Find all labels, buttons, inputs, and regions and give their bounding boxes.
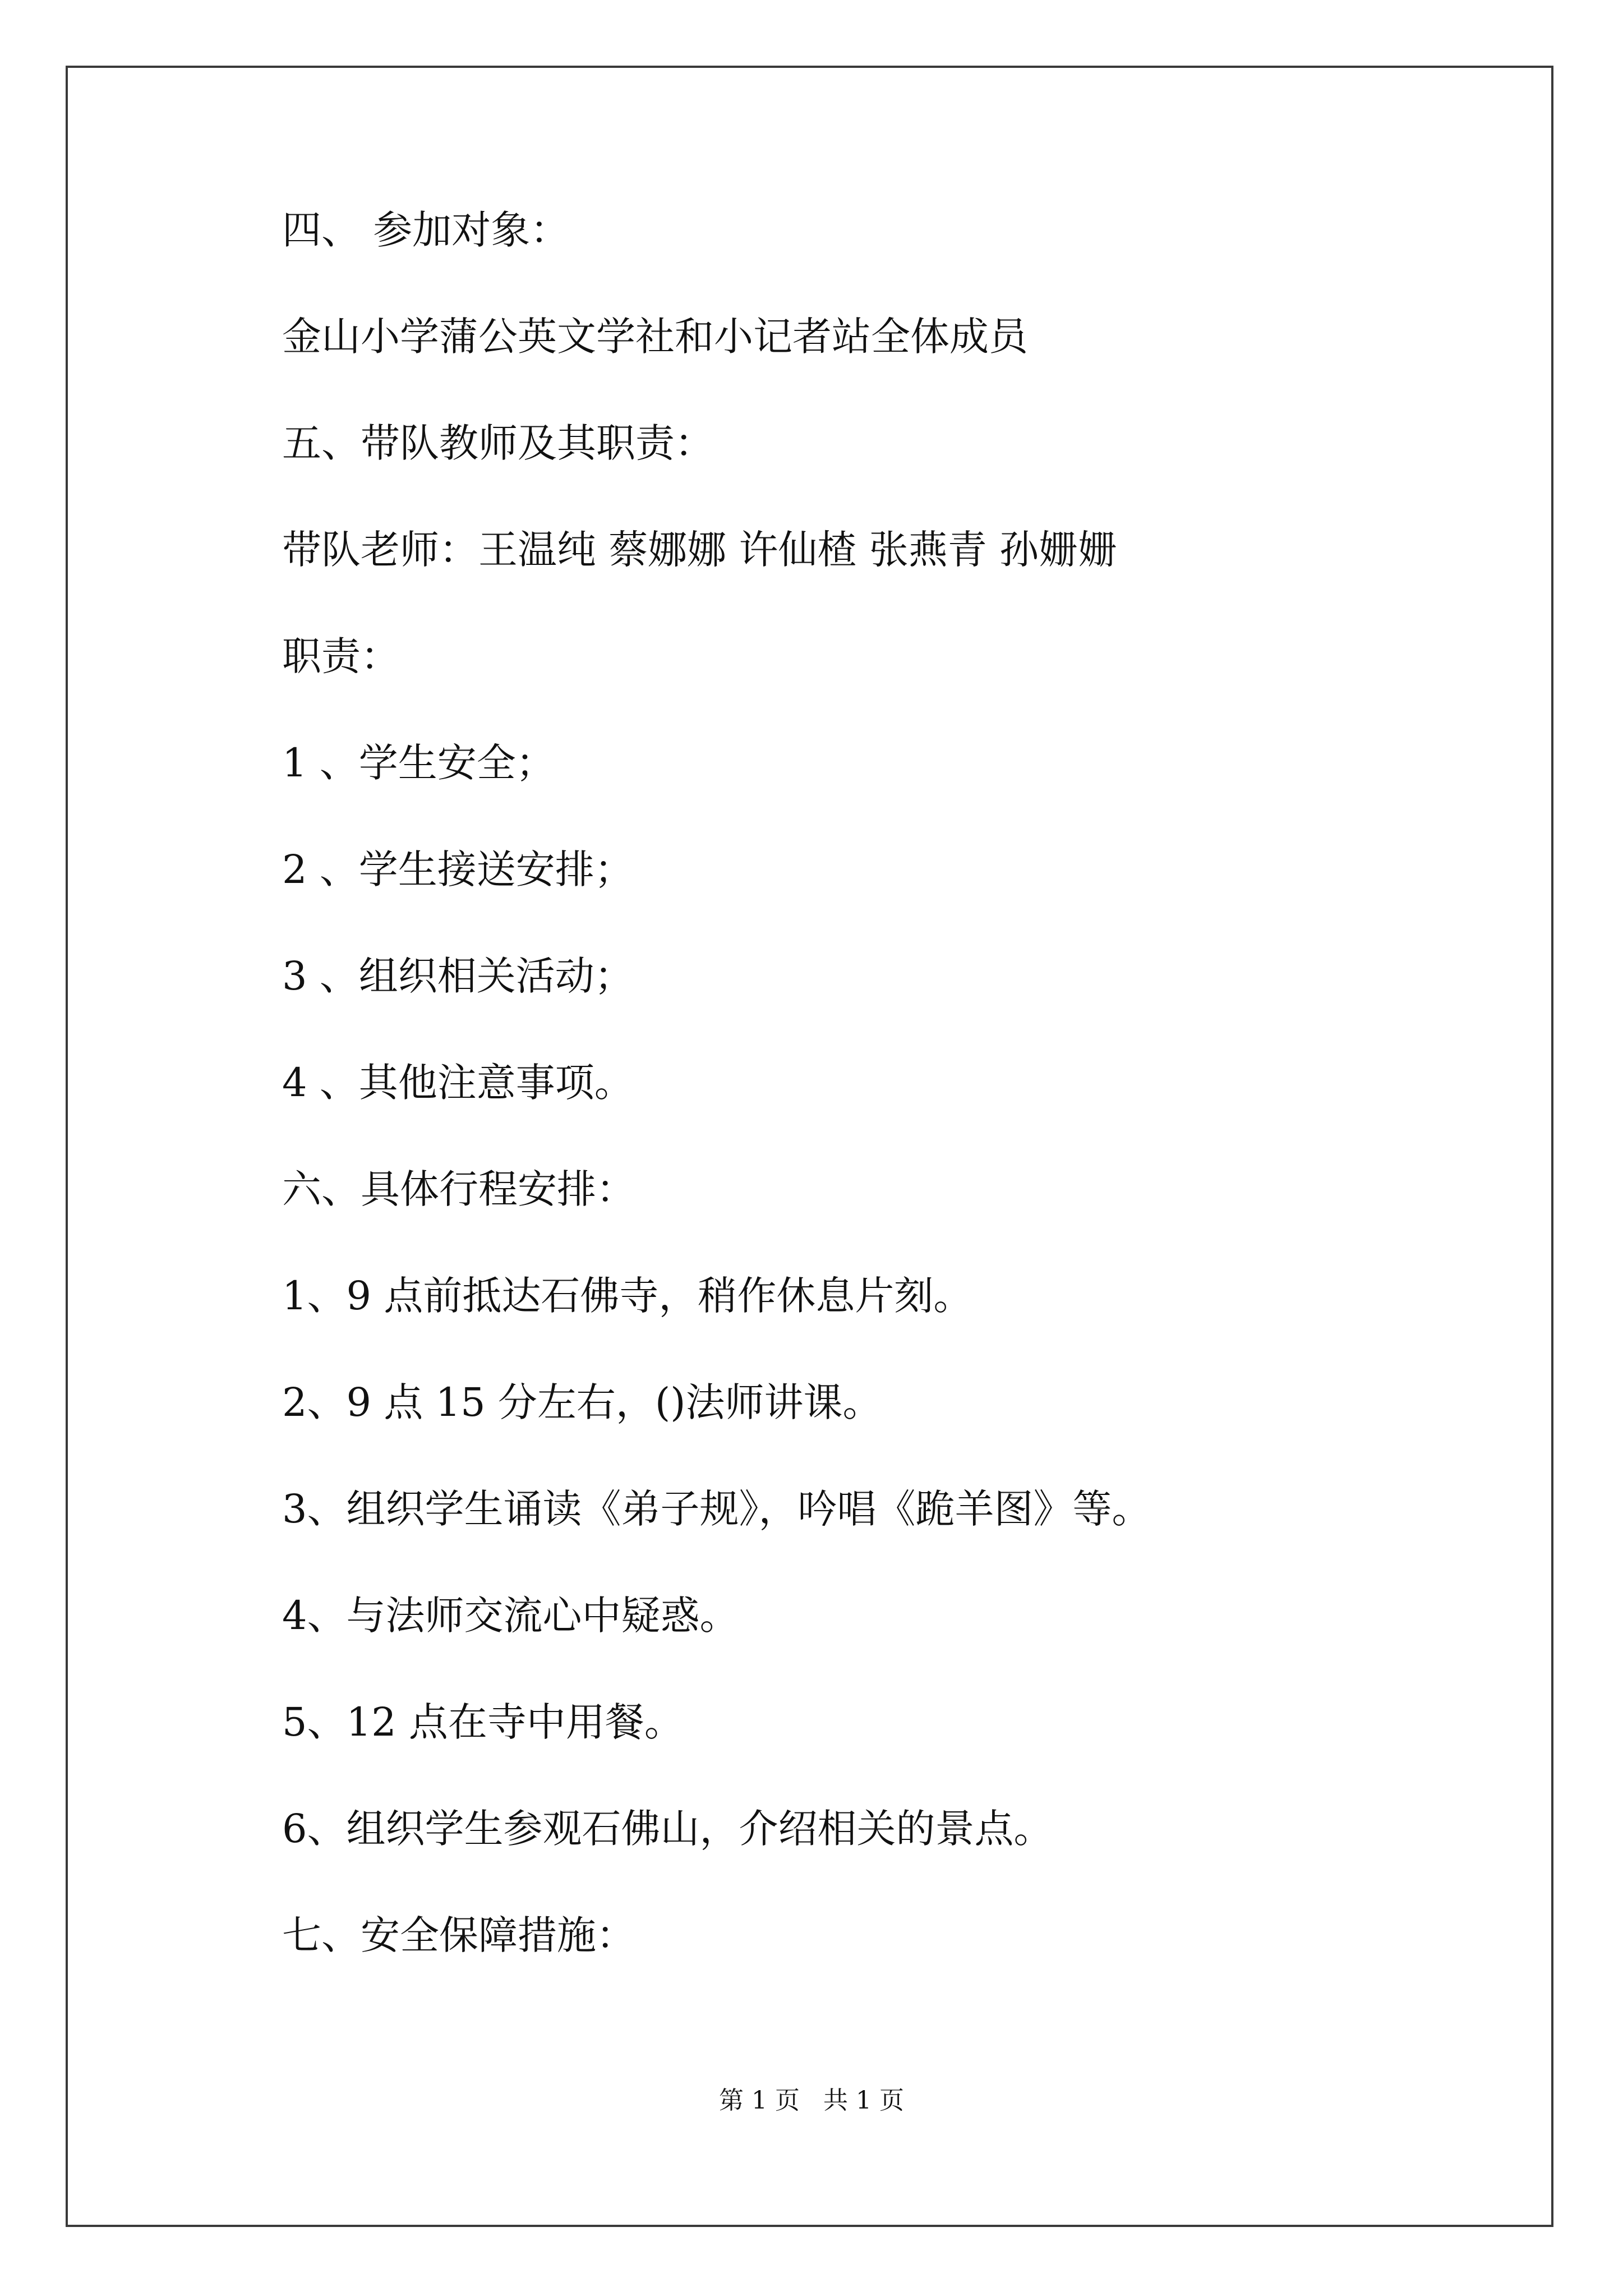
schedule-item: 1、9 点前抵达石佛寺，稍作休息片刻。 — [282, 1273, 973, 1319]
duty-item: 4 、其他注意事项。 — [282, 1060, 634, 1106]
page-number-footer: 第 1 页 共 1 页 — [719, 2086, 904, 2115]
document-body — [282, 202, 1516, 2014]
heading-safety: 七、安全保障措施： — [282, 1912, 635, 1958]
schedule-item: 4、与法师交流心中疑惑。 — [282, 1593, 739, 1639]
participants-text: 金山小学蒲公英文学社和小记者站全体成员 — [282, 314, 1028, 360]
teachers-list: 带队老师：王温纯 蔡娜娜 许仙楂 张燕青 孙姗姗 — [282, 527, 1118, 573]
schedule-item: 5、12 点在寺中用餐。 — [282, 1699, 684, 1745]
schedule-item: 2、9 点 15 分左右，()法师讲课。 — [282, 1379, 882, 1425]
schedule-item: 3、组织学生诵读《弟子规》，吟唱《跪羊图》等。 — [282, 1486, 1151, 1532]
duty-item: 3 、组织相关活动； — [282, 953, 634, 999]
duties-label: 职责： — [282, 633, 400, 679]
heading-teachers: 五、带队教师及其职责： — [282, 420, 714, 466]
heading-participants: 四、 参加对象： — [282, 207, 570, 253]
duty-item: 2 、学生接送安排； — [282, 846, 634, 892]
heading-schedule: 六、具体行程安排： — [282, 1166, 635, 1212]
schedule-item: 6、组织学生参观石佛山，介绍相关的景点。 — [282, 1806, 1053, 1852]
duty-item: 1 、学生安全； — [282, 740, 555, 786]
